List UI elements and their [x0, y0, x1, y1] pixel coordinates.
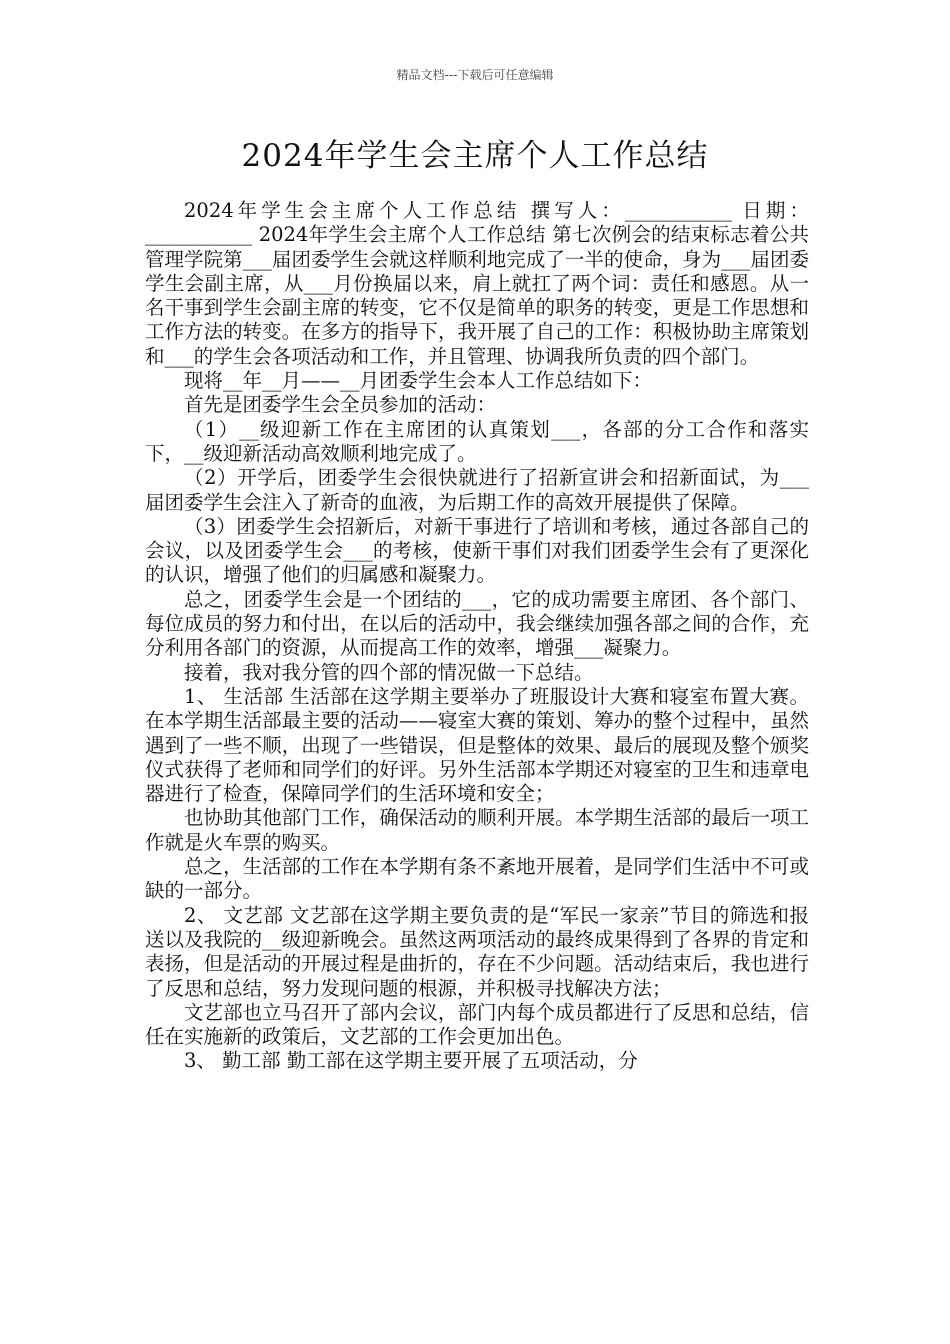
document-body	[145, 199, 809, 1074]
paragraph: 文艺部也立马召开了部内会议，部门内每个成员都进行了反思和总结，信任在实施新的政策后，文艺部的工作会更加出色。	[145, 1000, 809, 1049]
paragraph: 现将__年__月——__月团委学生会本人工作总结如下：	[184, 369, 653, 393]
paragraph: 2、 文艺部 文艺部在这学期主要负责的是“军民一家亲”节目的筛选和报送以及我院的__级迎新晚会。虽然这两项活动的最终成果得到了各界的肯定和表扬，但是活动的开展过程是曲折的，存在不少问题。活动结束后，我也进行了反思和总结，努力发现问题的根源，并积极寻找解决方法；	[145, 903, 809, 1000]
paragraph: 首先是团委学生会全员参加的活动：	[184, 393, 497, 417]
document-title: 2024年学生会主席个人工作总结	[241, 138, 709, 174]
paragraph: （1）__级迎新工作在主席团的认真策划___，各部的分工合作和落实下，__级迎新活动高效顺利地完成了。	[145, 417, 809, 465]
paragraph: 3、 勤工部 勤工部在这学期主要开展了五项活动，分	[184, 1049, 638, 1073]
paragraph: 2024年学生会主席个人工作总结 撰写人：___________ 日期：___________ 2024年学生会主席个人工作总结 第七次例会的结束标志着公共管理学院第___届团委学生会就这样顺利地完成了一半的使命，身为___届团委学生会副主席，从___月份换届以来，肩上就扛了两个词：责任和感恩。从一名干事到学生会副主席的转变，它不仅是简单的职务的转变，更是工作思想和工作方法的转变。在多方的指导下，我开展了自己的工作：积极协助主席策划和___的学生会各项活动和工作，并且管理、协调我所负责的四个部门。	[145, 199, 809, 368]
paragraph: 也协助其他部门工作，确保活动的顺利开展。本学期生活部的最后一项工作就是火车票的购买。	[145, 806, 809, 854]
paragraph: （3）团委学生会招新后，对新干事进行了培训和考核，通过各部自己的会议，以及团委学生会___的考核，使新干事们对我们团委学生会有了更深化的认识，增强了他们的归属感和凝聚力。	[145, 514, 809, 587]
page-header: 精品文档---下载后可任意编辑	[396, 68, 554, 82]
paragraph: 接着，我对我分管的四个部的情况做一下总结。	[184, 660, 594, 684]
paragraph: 1、 生活部 生活部在这学期主要举办了班服设计大赛和寝室布置大赛。在本学期生活部最主要的活动——寝室大赛的策划、筹办的整个过程中，虽然遇到了一些不顺，出现了一些错误，但是整体的效果、最后的展现及整个颁奖仪式获得了老师和同学们的好评。另外生活部本学期还对寝室的卫生和违章电器进行了检查，保障同学们的生活环境和安全；	[145, 684, 809, 806]
paragraph: 总之，生活部的工作在本学期有条不紊地开展着，是同学们生活中不可或缺的一部分。	[145, 855, 809, 903]
paragraph: 总之，团委学生会是一个团结的___，它的成功需要主席团、各个部门、每位成员的努力和付出，在以后的活动中，我会继续加强各部之间的合作，充分利用各部门的资源，从而提高工作的效率，增强___凝聚力。	[145, 587, 809, 660]
paragraph: （2）开学后，团委学生会很快就进行了招新宣讲会和招新面试，为___届团委学生会注入了新奇的血液，为后期工作的高效开展提供了保障。	[145, 466, 809, 514]
